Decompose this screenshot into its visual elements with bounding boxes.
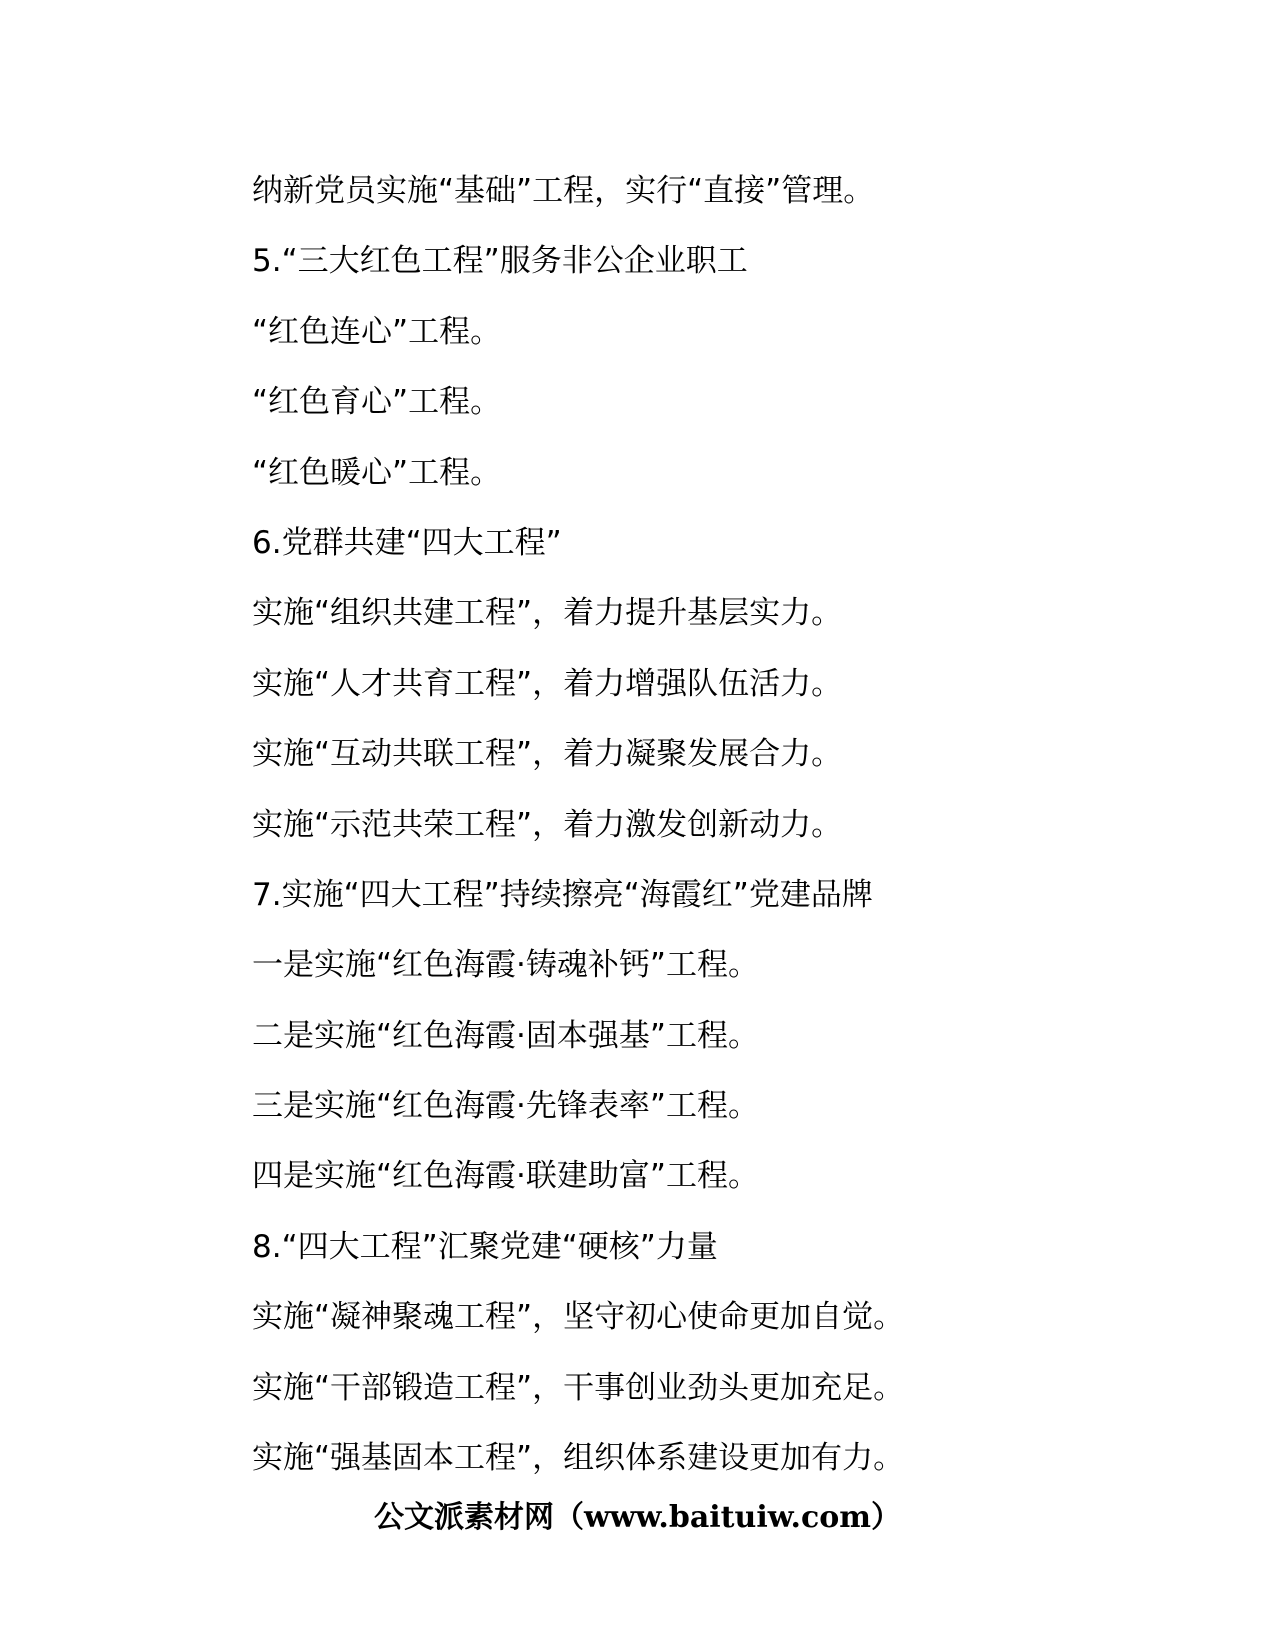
text-line: 四是实施“红色海霞·联建助富”工程。 (252, 1158, 759, 1195)
page-footer: 公文派素材网（www.baituiw.com） (373, 1500, 902, 1535)
text-line: 实施“人才共育工程”，着力增强队伍活力。 (252, 665, 843, 702)
section-heading-8: 8.“四大工程”汇聚党建“硬核”力量 (252, 1228, 718, 1265)
section-heading-5: 5.“三大红色工程”服务非公企业职工 (252, 243, 748, 280)
text-line: 三是实施“红色海霞·先锋表率”工程。 (252, 1088, 759, 1125)
text-line: 实施“干部锻造工程”，干事创业劲头更加充足。 (252, 1369, 905, 1406)
section-heading-6: 6.党群共建“四大工程” (252, 524, 562, 561)
text-line: 实施“强基固本工程”，组织体系建设更加有力。 (252, 1440, 905, 1477)
text-line: 实施“互动共联工程”，着力凝聚发展合力。 (252, 736, 843, 773)
text-line: 纳新党员实施“基础”工程，实行“直接”管理。 (252, 173, 875, 209)
document-body (252, 156, 1012, 1493)
text-line: 实施“示范共荣工程”，着力激发创新动力。 (252, 806, 843, 843)
text-line: 实施“凝神聚魂工程”，坚守初心使命更加自觉。 (252, 1299, 905, 1336)
text-line: 实施“组织共建工程”，着力提升基层实力。 (252, 595, 843, 632)
section-heading-7: 7.实施“四大工程”持续擦亮“海霞红”党建品牌 (252, 876, 873, 913)
text-line: “红色暖心”工程。 (252, 454, 502, 491)
text-line: 一是实施“红色海霞·铸魂补钙”工程。 (252, 947, 759, 984)
text-line: “红色连心”工程。 (252, 313, 502, 350)
text-line: 二是实施“红色海霞·固本强基”工程。 (252, 1017, 759, 1054)
text-line: “红色育心”工程。 (252, 384, 502, 421)
